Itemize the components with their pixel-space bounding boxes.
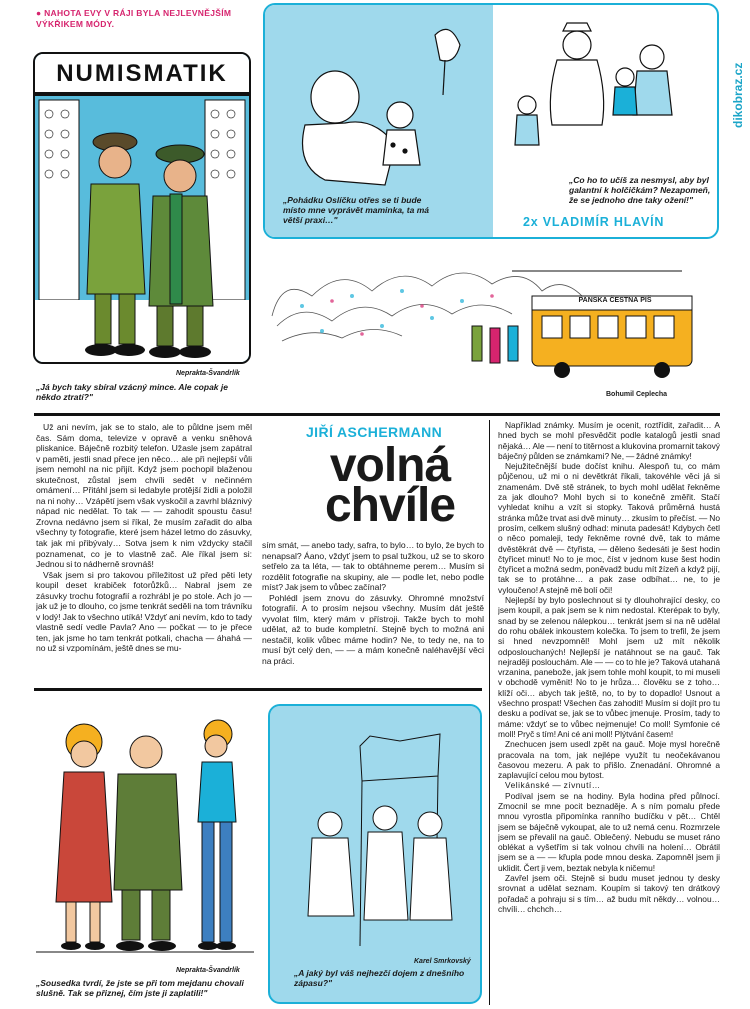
hlavin-left-panel	[265, 5, 493, 237]
article-paragraph: Zavřel jsem oči. Stejně si budu muset jednou ty desky srovnat a udělat seznam. Koupím si takový ten drátkový pořadač a pohraju si s tím… až budu mít někdy… volnou… chvíli… chchch…	[498, 873, 720, 914]
article-paragraph: Pohlédl jsem znovu do zásuvky. Ohromné množství fotografií. A to prosím nejsou všechny. Musím dát ještě vyvolat film, který mám v přístroji. Takže bych to mohl udělat, až to bude kompletní. Stejně bych to možná ani nestačil, kolik vůbec máme hodin? Ne, to tedy ne, na to musí být celý den, — — a mám konečně naléhavější věci na práci.	[262, 592, 484, 667]
numismatik-caption: „Já bych taky sbíral vzácný mince. Ale copak je někdo ztratí?"	[36, 382, 228, 402]
article-paragraph: Nejužitečnější bude dočíst knihu. Alespoň tu, co mám půjčenou, už mi o ni devětkrát říkali, takovéhle věci já si znamenám. Dvě stě stránek, to bych mohl udělat řekněme za jak dlouho? Mohl bych si to konečně změřit. Stačí vyhledat knihu a vzít si stopky. Taková průměrná hustá stránka může trvat asi dvě minuty… zkusím to přečíst. — No prosím, celkem slušný odhad: minuta padesát! Kdybych četl o něco pomaleji, tedy řekněme rovné dvě, tak to máme dvěstěkrát dvě — čtyřista, — děleno šedesáti je šest hodin čtyřicet minut! No to je moc, číst v jednom kuse šest hodin čtyřicet a možná sedm, poněvadž budu mít žízeň a když pijí, tak se to protáhne… a pak zase odbíhat… ne, to je vyloučeno! A stejně mě bolí oči!	[498, 461, 720, 595]
article-title-line1: volná	[329, 439, 451, 492]
smrkovsky-credit: Karel Smrkovský	[414, 958, 471, 965]
article-paragraph: Nejlepší by bylo poslechnout si ty dlouhohrající desky, co jsem koupil, a pak jsem se k nim nedostal. Kterépak to byly, snad by se zelenou nálepkou… tenkrát jsem si na ně udělal do rohu obálek inkoustem kolečka. To jsem to trefil, že jsem si hned nevzpomněl! Mohl jsem už mít několik odposlouchaných! Nejlepší je natáhnout se na gauč. Tak nejraději poslouchám. Ale — — co to hle je? Taková utahaná vrzanina, panebože, jak jsem tohle mohl koupit, to mi museli v obchodě vyměnit! No to je hrůza… člověku se z toho… klíží oči… abych tak ještě, no, to by to dopadlo! Usnout a všechno prospat! Všechen čas zahodit! Musím si dojít pro tu desku a podívat se, jak se to vůbec jmenuje. Prosím, tady to máme: vždyť se to vůbec nejmenuje! Co moll! Symfonie cé moll! Pryč s tím! Ani cé ani moll! Plýtvání časem!	[498, 595, 720, 739]
hlavin-right-caption: „Co ho to učíš za nesmysl, aby byl galantní k holčičkám? Nezapomeň, že se jednoho dne taky ožení!"	[569, 175, 711, 205]
top-note-text: NAHOTA EVY V RÁJI BYLA NEJLEVNĚJŠÍM VÝKŘIKEM MÓDY.	[36, 8, 232, 29]
numismatik-sign: NUMISMATIK	[56, 60, 228, 87]
vertical-rule	[489, 420, 490, 1005]
article-column-1	[36, 422, 252, 684]
article-paragraph: Například známky. Musím je ocenit, roztřídit, zařadit… A hned bych se mohl přesvědčit podle katalogů jestli snad nějaká… Ale — není to titěrnost a klukovina promarnit takový báječný půlden se známkami? Ne, — žádné známky!	[498, 420, 720, 461]
cartoon-smrkovsky-frame	[268, 704, 482, 1004]
watermark	[729, 20, 747, 130]
top-note	[36, 8, 251, 30]
hlavin-credit: 2x VLADIMÍR HLAVÍN	[523, 215, 665, 229]
bullet: ●	[36, 8, 42, 18]
article-column-3	[498, 420, 720, 1009]
cartoon-family	[36, 712, 254, 964]
tram-illustration	[262, 256, 724, 386]
cartoon-numismatik	[33, 52, 251, 364]
top-rule	[34, 413, 720, 416]
family-caption: „Sousedka tvrdí, že jste se při tom mejdanu chovali slušně. Tak se přiznej, čím jste ji zaplatili!"	[36, 978, 244, 998]
tram-credit: Bohumil Ceplecha	[606, 391, 668, 398]
article-paragraph: sím smát, — anebo tady, safra, to bylo… to bylo, že bych to nenapsal? Áano, vždyť jsem to psal tužkou, už se to skoro setřelo za ta léta, — tak to obtáhneme perem… Musím si rozdělit fotografie na skupiny, ale — podle let, nebo podle míst? Jak jsem to vůbec začínal?	[262, 540, 484, 593]
numismatik-credit: Neprakta-Švandrlík	[176, 370, 240, 377]
smrkovsky-illustration	[270, 706, 480, 956]
smrkovsky-caption: „A jaký byl váš nejhezčí dojem z dnešního zápasu?"	[294, 968, 465, 988]
watermark-text: dikobraz.cz	[731, 62, 745, 128]
article-title	[298, 439, 482, 532]
article-title-line2: chvíle	[324, 479, 456, 532]
tram-sign: PANSKÁ ČESTNÁ PÍŠ	[578, 297, 652, 304]
article-paragraph: Velikánské — zívnutí…	[505, 780, 601, 791]
article-paragraph: Však jsem si pro takovou příležitost už před pěti lety koupil deset krabiček fotorůžků… Nabral jsem ze zásuvky trochu fotografií a rozhrábl je po stole. Ach jo — jak už je to dlouho, co jsme tenkrát seděli na tom trávníku v lodý! Jak to všechno utíká! Vždyť ani nevím, kdo to tady vlastně sedí vedle Pavla? Ano — počkat — to je přece ten, jak jsme ho tam tenkrát potkali, chacha — áhahá — no už si vzpomínám, ještě dnes se mu-	[36, 569, 252, 654]
hlavin-right-panel	[497, 5, 719, 237]
article-author: JIŘÍ ASCHERMANN	[306, 424, 443, 440]
cartoon-tram	[262, 256, 724, 386]
article-paragraph: Už ani nevím, jak se to stalo, ale to půldne jsem měl čas. Sám doma, televize v opravě a venku sněhová pliskanice. Báječně rozbitý telefon. Užasle jsem zapátral v paměti, jestli snad přece jen něco… ale při nejlepší vůli jsem nemohl na nic přijít. Když jsem pochopil blaženou skutečnost, zůstal jsem chvíli sedět v nečinném omámení… Přitáhl jsem si ledabyle protější židli a položil na ni nohy… Vzápětí jsem však vyskočil a zavrhl bláznivý nápad nic nedělat. To tak — — zahodit spoustu času! Zrovna nedávno jsem si říkal, že musím zařadit do alba všechny ty fotografie, které jsem házel letmo do zásuvky, tak jak mi přibývaly… Sotva jsem k nim vždycky stačil poznamenat, co je to vlastně zač. Ale říkal jsem si: Jednou si to nádherně srovnáš!	[36, 422, 252, 570]
hlavin-left-caption: „Pohádku Oslíčku otřes se ti bude místo mne vyprávět maminka, ta má větší praxi…"	[283, 195, 429, 225]
hlavin-left-illustration	[265, 5, 493, 195]
hlavin-right-illustration	[497, 5, 719, 173]
article-paragraph: Znechucen jsem usedl zpět na gauč. Moje mysl horečně pracovala na tom, jak nejlépe využít tu neočekávanou časovou mezeru. A pak to přišlo. Znenadání. Ohromné a zaplavující celou mou bytost.	[498, 739, 720, 781]
family-illustration	[36, 712, 254, 964]
article-paragraph: Podíval jsem se na hodiny. Byla hodina před půlnocí. Zmocnil se mne pocit beznaděje. A s ním pomalu přede mnou vyrostla připomínka ranního budíčku v pět… Chtěl jsem se báječně vykoupat, ale to už nemá cenu. Rozmrzele jsem se převalil na gauč. Oblečený. Nebudu se muset ráno oblékat a vyšetřím si tak volnou chvíli na holení… Obrátil jsem se a — — křupla pode mnou deska. Zapomněl jsem ji uklidit. Čert ji vem, beztak nebyla k ničemu!	[498, 790, 720, 873]
numismatik-illustration	[35, 54, 249, 362]
mid-rule	[34, 688, 482, 691]
article-column-2	[262, 540, 484, 684]
family-credit: Neprakta-Švandrlík	[176, 967, 240, 974]
cartoon-hlavin-frame	[263, 3, 719, 239]
